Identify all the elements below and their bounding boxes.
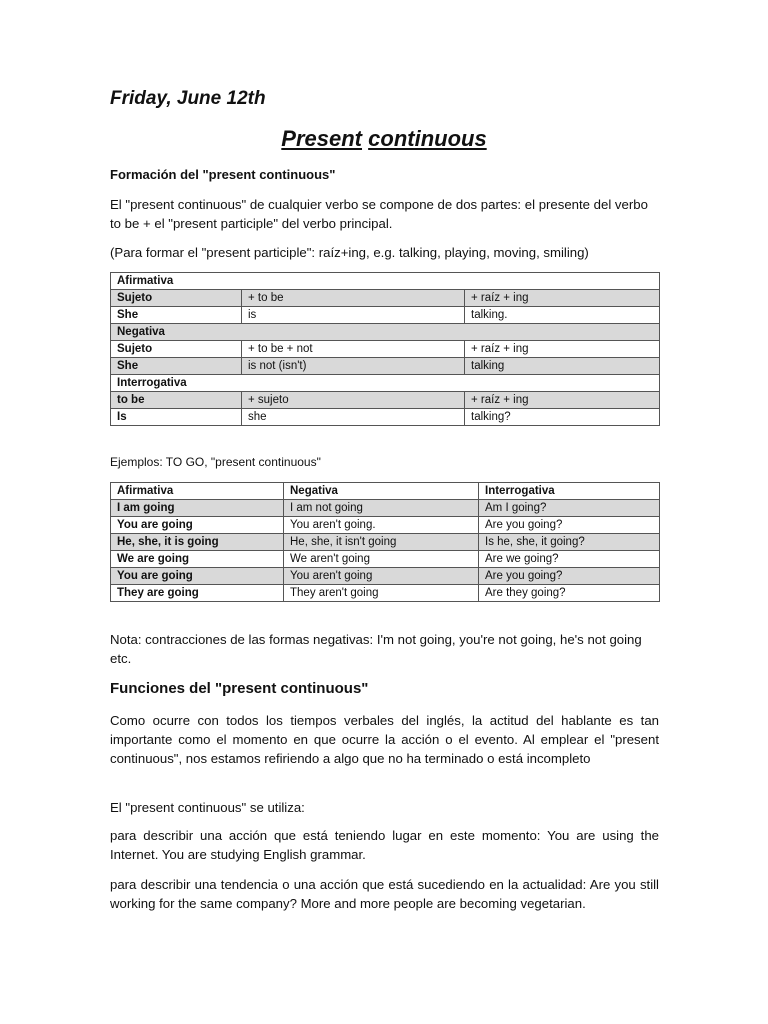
table-cell: + raíz + ing xyxy=(465,341,660,358)
table-cell: Are you going? xyxy=(479,517,660,534)
table-header-cell: Negativa xyxy=(284,483,479,500)
table-cell: Are we going? xyxy=(479,551,660,568)
title-word-continuous: continuous xyxy=(368,126,487,151)
table-cell: + raíz + ing xyxy=(465,392,660,409)
table-cell: Am I going? xyxy=(479,500,660,517)
nota-paragraph: Nota: contracciones de las formas negativas: I'm not going, you're not going, he's not going etc. xyxy=(110,632,642,666)
table-cell: They are going xyxy=(111,585,284,602)
section-heading-formacion: Formación del "present continuous" xyxy=(110,167,336,182)
table-cell: He, she, it isn't going xyxy=(284,534,479,551)
table-cell: You are going xyxy=(111,517,284,534)
table-cell: You are going xyxy=(111,568,284,585)
table-header-row xyxy=(111,483,660,500)
table-header-row xyxy=(111,341,660,358)
table-cell: + to be + not xyxy=(242,341,465,358)
table-cell: to be xyxy=(111,392,242,409)
table-row xyxy=(111,534,660,551)
table-cell: + to be xyxy=(242,290,465,307)
examples-table xyxy=(110,482,660,602)
section-label-negativa: Negativa xyxy=(111,324,660,341)
paragraph-formacion: El "present continuous" de cualquier verbo se compone de dos partes: el presente del verbo to be + el "present participle" del verbo principal. xyxy=(110,197,648,231)
table-row xyxy=(111,517,660,534)
table-header-cell: Afirmativa xyxy=(111,483,284,500)
table-cell: He, she, it is going xyxy=(111,534,284,551)
table-cell: I am not going xyxy=(284,500,479,517)
section-label-interrogativa: Interrogativa xyxy=(111,375,660,392)
table-cell: We are going xyxy=(111,551,284,568)
table-row xyxy=(111,568,660,585)
table-cell: Are they going? xyxy=(479,585,660,602)
title-word-present: Present xyxy=(281,126,363,151)
table-cell: We aren't going xyxy=(284,551,479,568)
table-cell: talking. xyxy=(465,307,660,324)
table-cell: Sujeto xyxy=(111,290,242,307)
examples-caption: Ejemplos: TO GO, "present continuous" xyxy=(110,455,321,469)
paragraph-accion-momento: para describir una acción que está teniendo lugar en este momento: You are using the Internet. You are studying English grammar. xyxy=(110,828,659,862)
table-cell: Is he, she, it going? xyxy=(479,534,660,551)
paragraph-se-utiliza: El "present continuous" se utiliza: xyxy=(110,800,305,815)
table-cell: + raíz + ing xyxy=(465,290,660,307)
table-cell: You aren't going. xyxy=(284,517,479,534)
grammar-table xyxy=(110,272,660,426)
table-row xyxy=(111,585,660,602)
table-cell: They aren't going xyxy=(284,585,479,602)
table-cell: She xyxy=(111,358,242,375)
table-row xyxy=(111,358,660,375)
table-header-cell: Interrogativa xyxy=(479,483,660,500)
paragraph-tendencia: para describir una tendencia o una acción que está sucediendo en la actualidad: Are you still working for the same company? More and more people are becoming vegetarian. xyxy=(110,877,659,911)
table-cell: talking xyxy=(465,358,660,375)
table-cell: talking? xyxy=(465,409,660,426)
table-cell: + sujeto xyxy=(242,392,465,409)
table-cell: I am going xyxy=(111,500,284,517)
table-cell: She xyxy=(111,307,242,324)
table-cell: Are you going? xyxy=(479,568,660,585)
table-section-row xyxy=(111,273,660,290)
table-row xyxy=(111,409,660,426)
table-header-row xyxy=(111,392,660,409)
document-date: Friday, June 12th xyxy=(110,88,266,109)
table-section-row xyxy=(111,375,660,392)
table-cell: she xyxy=(242,409,465,426)
table-cell: Sujeto xyxy=(111,341,242,358)
table-section-row xyxy=(111,324,660,341)
table-cell: is xyxy=(242,307,465,324)
table-row xyxy=(111,500,660,517)
section-heading-funciones: Funciones del "present continuous" xyxy=(110,680,369,697)
paragraph-participle: (Para formar el "present participle": raíz+ing, e.g. talking, playing, moving, smiling) xyxy=(110,245,589,260)
document-title xyxy=(0,126,768,152)
table-row xyxy=(111,551,660,568)
table-cell: Is xyxy=(111,409,242,426)
table-cell: You aren't going xyxy=(284,568,479,585)
table-cell: is not (isn't) xyxy=(242,358,465,375)
table-header-row xyxy=(111,290,660,307)
paragraph-funciones: Como ocurre con todos los tiempos verbales del inglés, la actitud del hablante es tan importante como el momento en que ocurre la acción o el evento. Al emplear el "present continuous", nos estamos refiriendo a algo que no ha terminado o está incompleto xyxy=(110,713,659,766)
section-label-afirmativa: Afirmativa xyxy=(111,273,660,290)
table-row xyxy=(111,307,660,324)
